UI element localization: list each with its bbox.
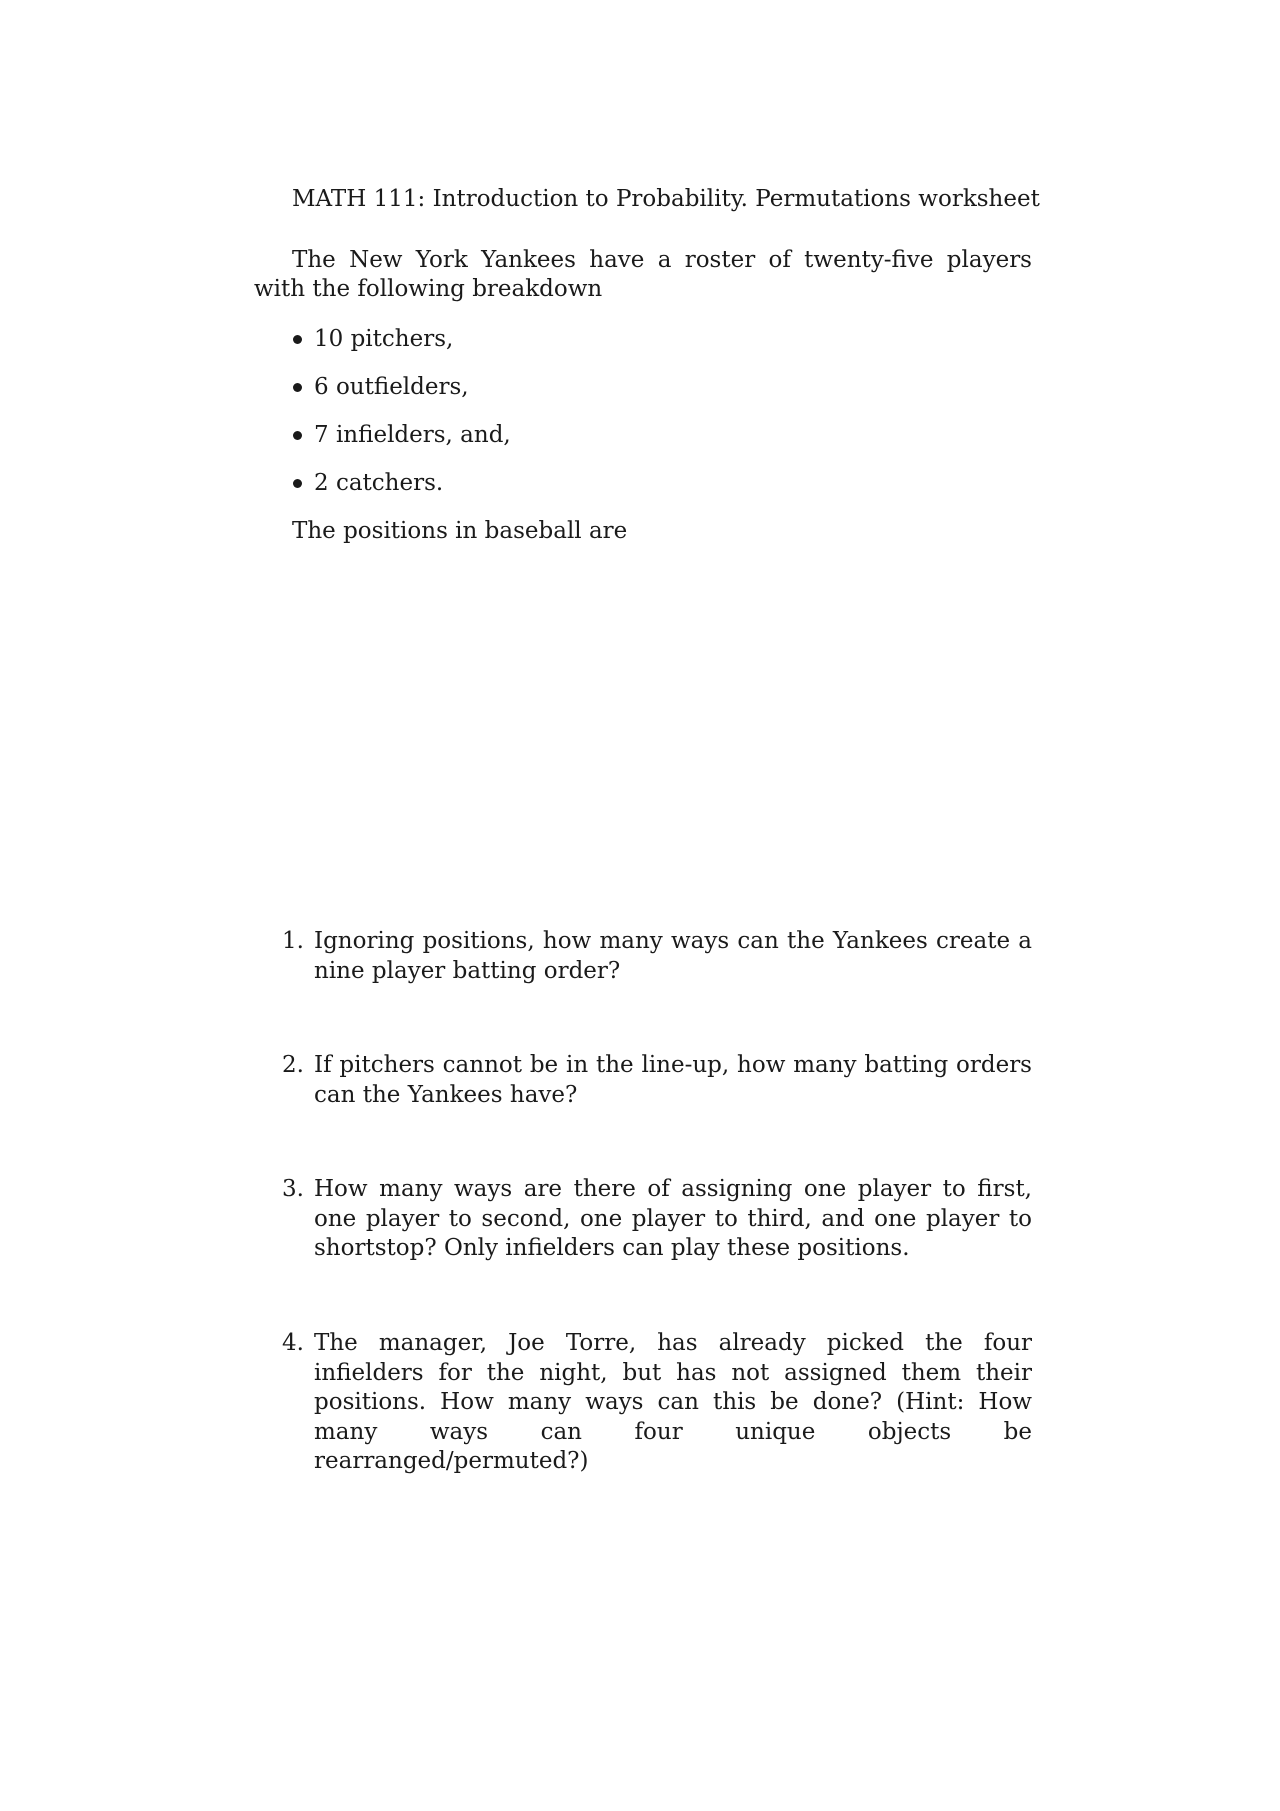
- worksheet-title: MATH 111: Introduction to Probability. Permutations worksheet: [292, 186, 1040, 212]
- positions-intro: The positions in baseball are: [292, 518, 628, 544]
- list-item-text: 6 outfielders,: [314, 374, 469, 400]
- list-item-text: 2 catchers.: [314, 470, 444, 496]
- question-4: [282, 1329, 1032, 1477]
- question-number: 2.: [282, 1052, 304, 1078]
- list-item: [290, 421, 511, 469]
- bullet-icon: [293, 383, 302, 392]
- question-number: 3.: [282, 1176, 304, 1202]
- list-item: [290, 325, 511, 373]
- question-2: [282, 1051, 1032, 1110]
- list-item-text: 10 pitchers,: [314, 326, 454, 352]
- question-3: [282, 1175, 1032, 1264]
- bullet-icon: [293, 335, 302, 344]
- roster-breakdown-list: [290, 325, 511, 517]
- question-text: The manager, Joe Torre, has already picked the four infielders for the night, but has not assigned them their positions. How many ways can this be done? (Hint: How many ways can four unique objects be rearranged/permuted?): [314, 1330, 1032, 1474]
- bullet-icon: [293, 431, 302, 440]
- question-text: Ignoring positions, how many ways can the Yankees create a nine player batting order?: [314, 928, 1032, 984]
- intro-paragraph: The New York Yankees have a roster of twenty-five players with the following breakdown: [254, 247, 1032, 302]
- question-text: How many ways are there of assigning one player to first, one player to second, one player to third, and one player to shortstop? Only infielders can play these positions.: [314, 1176, 1032, 1261]
- question-text: If pitchers cannot be in the line-up, how many batting orders can the Yankees have?: [314, 1052, 1032, 1108]
- list-item: [290, 373, 511, 421]
- list-item: [290, 469, 511, 517]
- question-number: 4.: [282, 1330, 304, 1356]
- list-item-text: 7 infielders, and,: [314, 422, 511, 448]
- bullet-icon: [293, 479, 302, 488]
- question-number: 1.: [282, 928, 304, 954]
- question-1: [282, 927, 1032, 986]
